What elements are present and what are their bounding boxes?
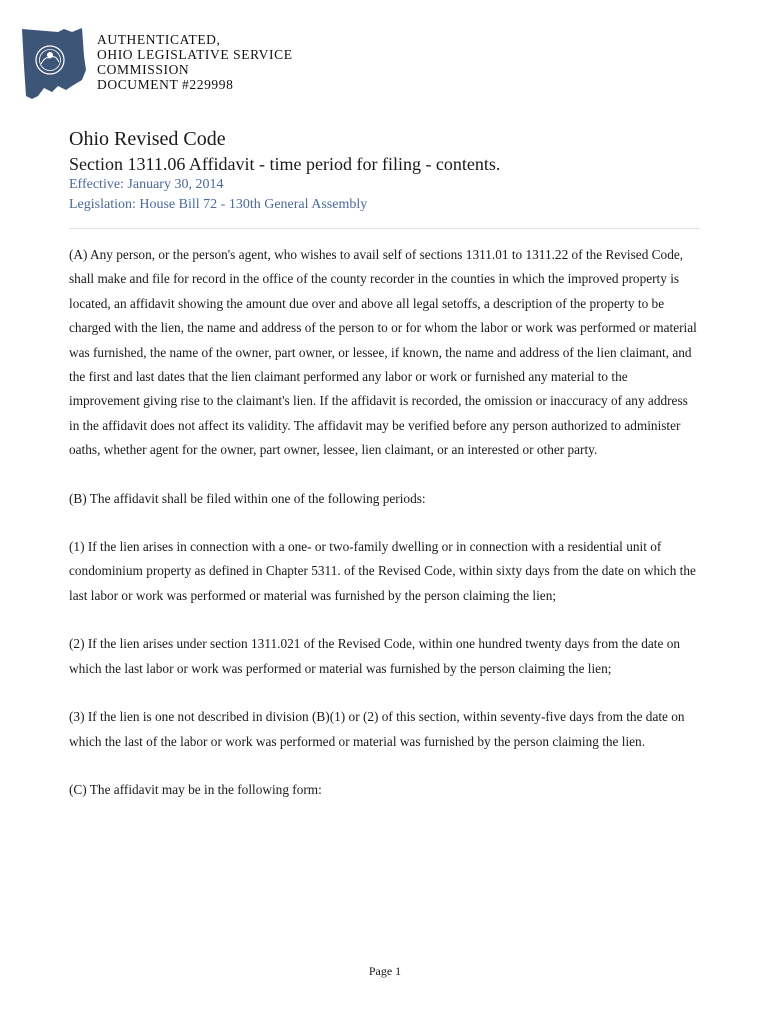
auth-line: COMMISSION — [97, 62, 190, 77]
heading-divider — [69, 228, 700, 229]
logo-letter-c: C — [14, 72, 22, 84]
paragraph-b1: (1) If the lien arises in connection with a one- or two-family dwelling or in connection with a residential unit of condominium property as defined in Chapter 5311. of the Revised Code, within sixty days from the date on which the last labor or work was performed or material was furnished by the person claiming the lien; — [69, 539, 696, 603]
paragraph-b: (B) The affidavit shall be filed within one of the following periods: — [69, 490, 426, 506]
paragraph-c: (C) The affidavit may be in the following form: — [69, 781, 322, 797]
logo-letter-s: S — [14, 57, 21, 69]
lsc-ohio-seal-logo — [12, 26, 92, 104]
logo-letter-l: L — [14, 42, 22, 54]
auth-line: DOCUMENT #229998 — [97, 77, 234, 92]
legislation-info: Legislation: House Bill 72 - 130th General Assembly — [69, 197, 368, 212]
effective-date: Effective: January 30, 2014 — [69, 177, 224, 192]
document-header — [12, 26, 412, 106]
paragraph-a: (A) Any person, or the person's agent, who wishes to avail self of sections 1311.01 to 1311.22 of the Revised Code, shall make and file for record in the office of the county recorder in the counties in which the improved property is located, an affidavit showing the amount due over and above all legal setoffs, a description of the property to be charged with the lien, the name and address of the person to or for whom the labor or work was performed or material was furnished, the name of the owner, part owner, or lessee, if known, the name and address of the lien claimant, and the first and last dates that the lien claimant performed any labor or work or furnished any material to the improvement giving rise to the claimant's lien. If the affidavit is recorded, the omission or inaccuracy of any address in the affidavit does not affect its validity. The affidavit may be verified before any person authorized to administer oaths, whether agent for the owner, part owner, lessee, lien claimant, or an interested or other party. — [69, 247, 697, 458]
code-title: Ohio Revised Code — [69, 128, 226, 150]
auth-line: AUTHENTICATED, — [97, 32, 221, 47]
section-heading — [69, 127, 701, 215]
section-body — [69, 243, 701, 826]
auth-line: OHIO LEGISLATIVE SERVICE — [97, 47, 293, 62]
page-number: Page 1 — [368, 964, 402, 978]
paragraph-b3: (3) If the lien is one not described in division (B)(1) or (2) of this section, within seventy-five days from the date on which the last of the labor or work was performed or material was furnished by the person claiming the lien. — [69, 709, 685, 749]
section-title: Section 1311.06 Affidavit - time period for filing - contents. — [69, 154, 501, 174]
authentication-notice — [97, 32, 293, 92]
ohio-state-shape — [22, 28, 86, 99]
paragraph-b2: (2) If the lien arises under section 1311.021 of the Revised Code, within one hundred twenty days from the date on which the last labor or work was performed or material was furnished by the person claiming the lien; — [69, 636, 681, 676]
